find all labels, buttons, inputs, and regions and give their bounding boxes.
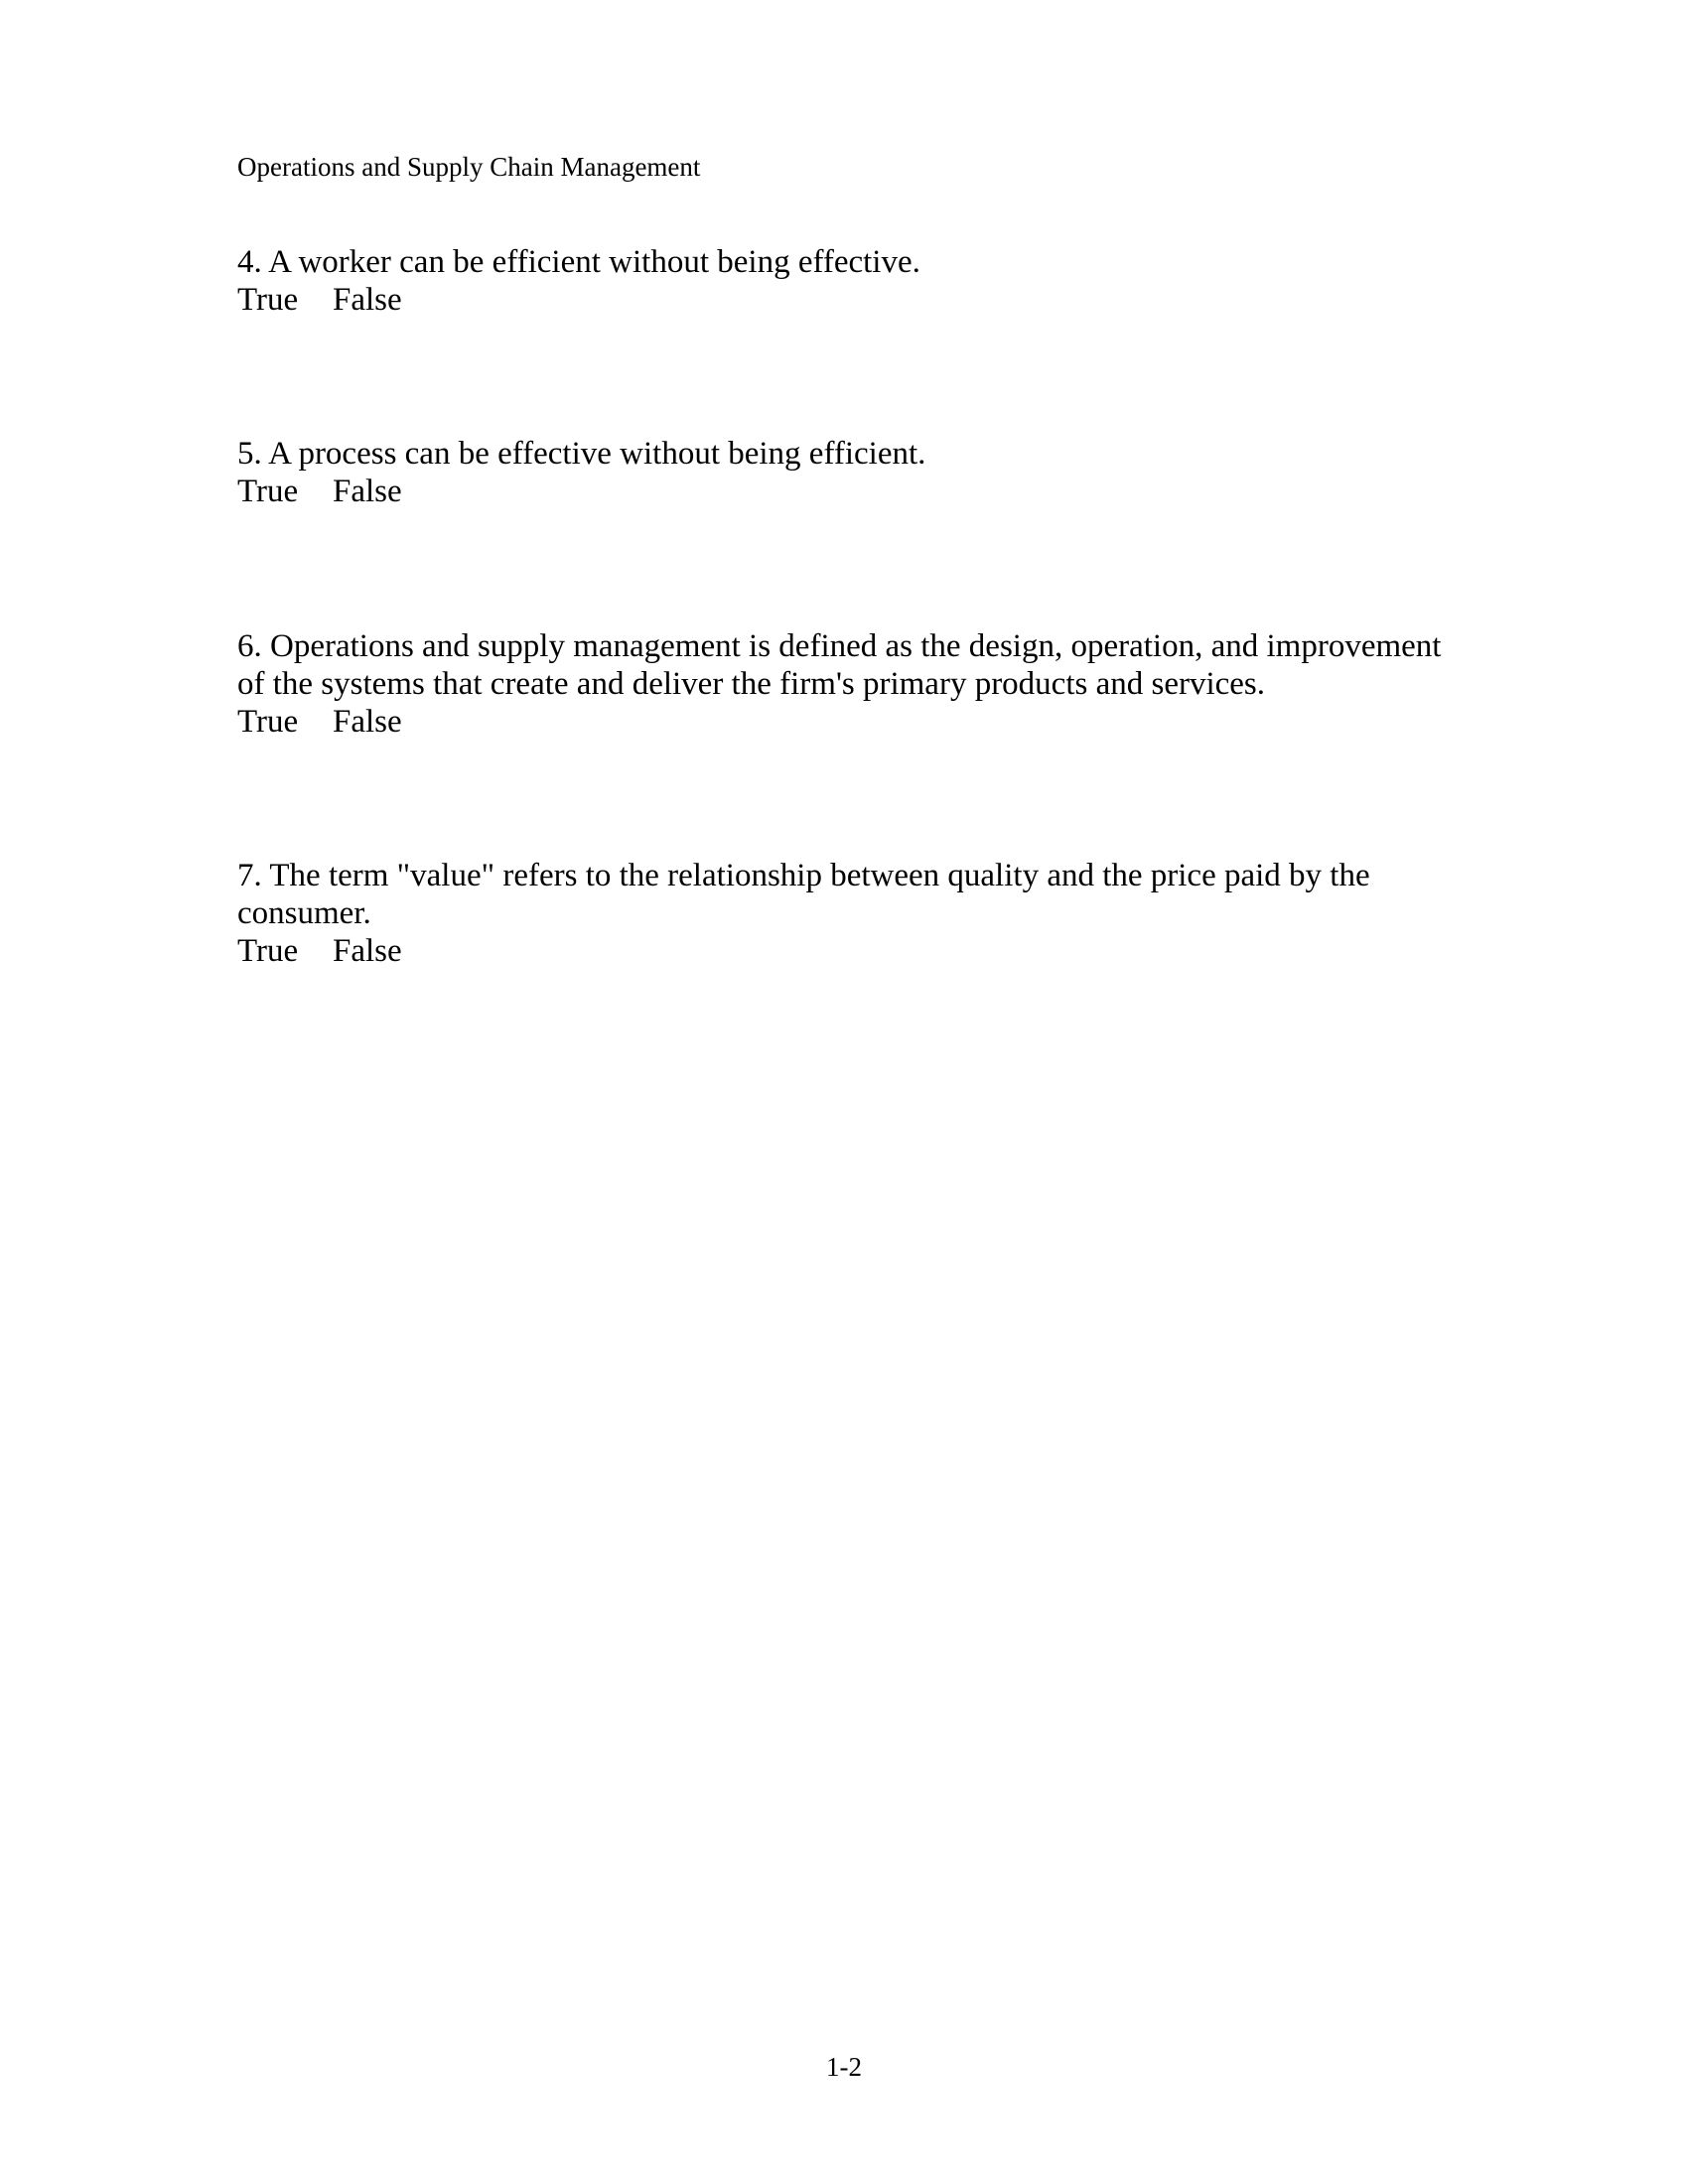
- question-6: [237, 627, 1459, 741]
- question-4: [237, 243, 1459, 319]
- answer-false: False: [333, 474, 402, 509]
- question-text: 4. A worker can be efficient without being effective.: [237, 244, 920, 280]
- question-text: 7. The term "value" refers to the relationship between quality and the price paid by the consumer.: [237, 858, 1370, 931]
- answer-false: False: [333, 282, 402, 318]
- answer-true: True: [237, 933, 299, 969]
- question-5: [237, 435, 1459, 510]
- answer-options: [237, 932, 1459, 970]
- answer-options: [237, 473, 1459, 510]
- answer-true: True: [237, 704, 299, 740]
- question-7: [237, 857, 1459, 970]
- page-number: 1-2: [826, 2052, 862, 2082]
- question-text: 6. Operations and supply management is defined as the design, operation, and improvement of the systems that create and deliver the firm's primary products and services.: [237, 628, 1442, 702]
- answer-true: True: [237, 474, 299, 509]
- answer-options: [237, 703, 1459, 741]
- answer-options: [237, 281, 1459, 319]
- answer-false: False: [333, 933, 402, 969]
- running-header: Operations and Supply Chain Management: [237, 152, 701, 182]
- answer-true: True: [237, 282, 299, 318]
- question-text: 5. A process can be effective without being efficient.: [237, 436, 926, 472]
- answer-false: False: [333, 704, 402, 740]
